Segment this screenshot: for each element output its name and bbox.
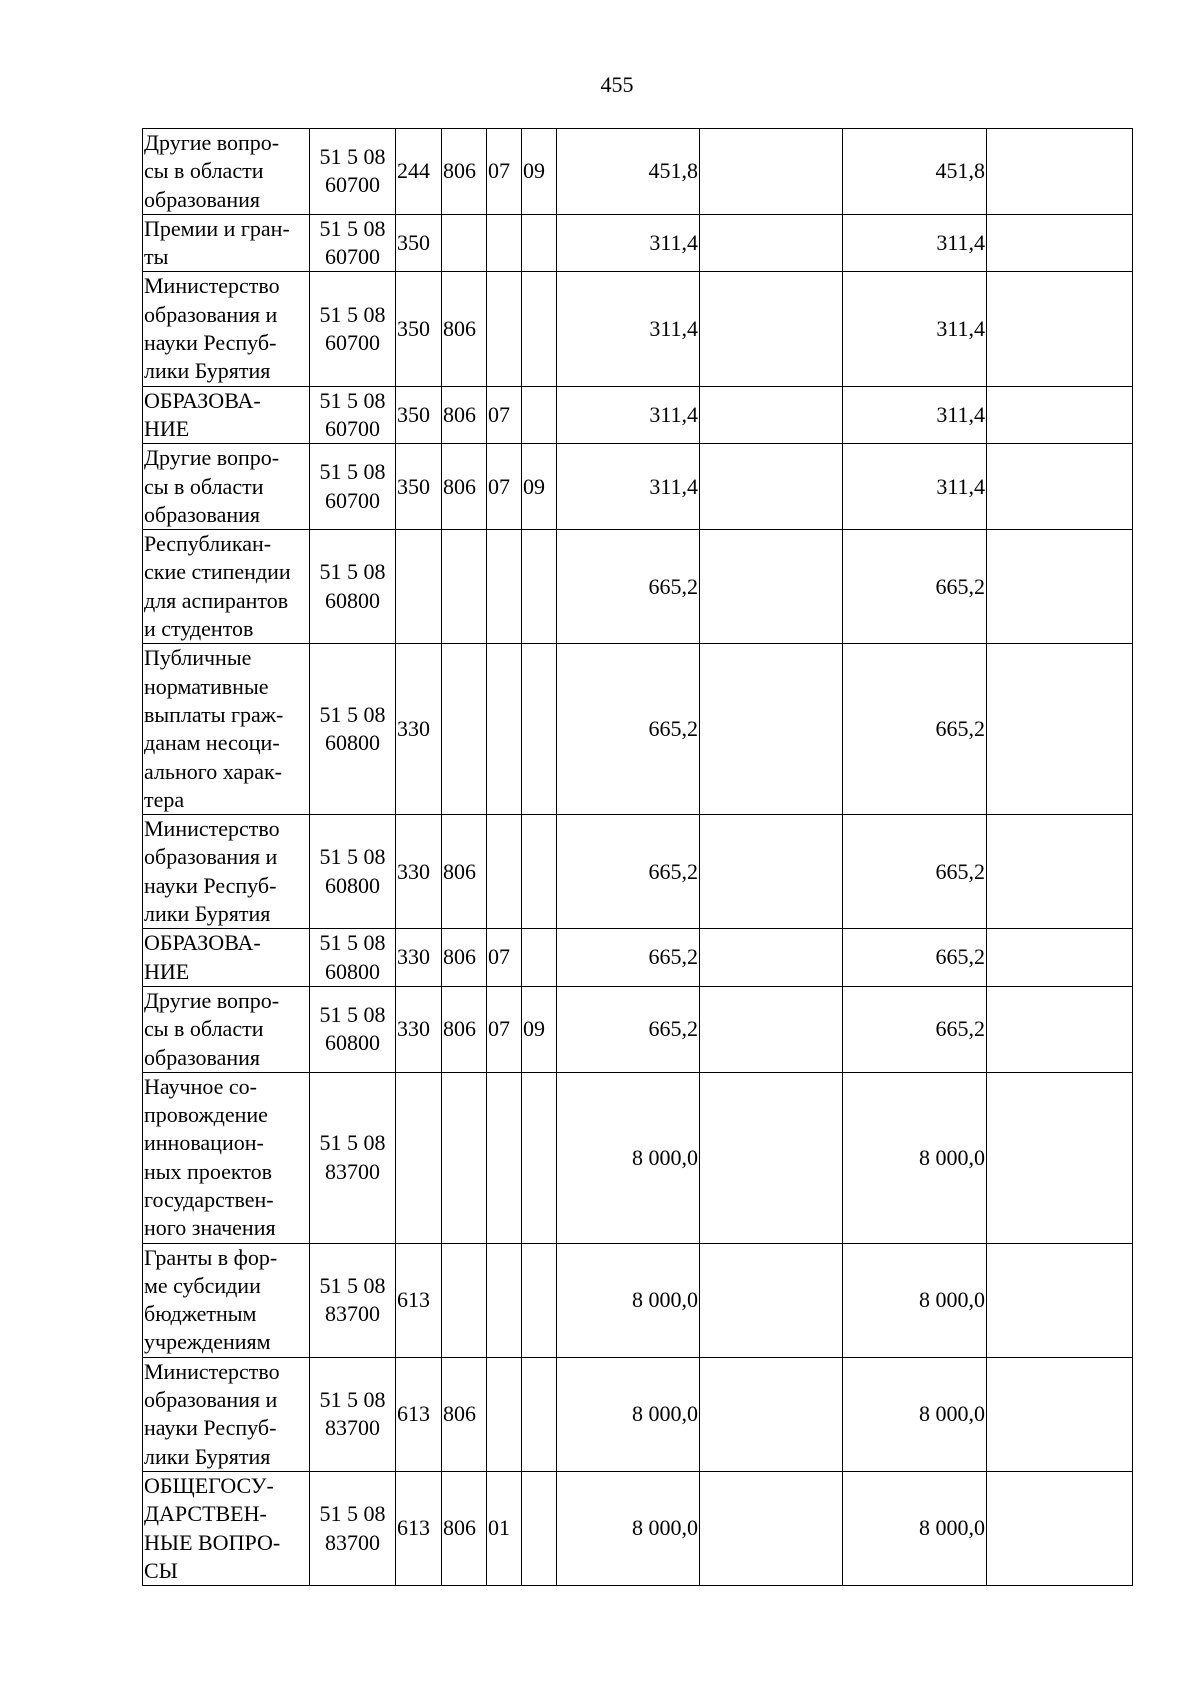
row-sum3-cell: 665,2 [843, 986, 987, 1072]
budget-table [142, 128, 1133, 1586]
row-sum1-cell: 311,4 [557, 272, 700, 386]
row-sum2-cell [700, 272, 843, 386]
row-sum4-cell [987, 815, 1133, 929]
row-sum4-cell [987, 272, 1133, 386]
row-grbs-cell: 806 [442, 1471, 487, 1585]
row-sum1-cell: 8 000,0 [557, 1471, 700, 1585]
row-sum4-cell [987, 386, 1133, 444]
row-name-cell: Министерство образования и науки Респуб- лики Бурятия [143, 272, 310, 386]
row-sum2-cell [700, 129, 843, 215]
row-pr-cell [522, 214, 557, 272]
row-rz-cell [487, 1072, 522, 1243]
row-code-cell: 51 5 08 60800 [310, 986, 396, 1072]
row-sum3-cell: 8 000,0 [843, 1072, 987, 1243]
row-vr-cell: 613 [396, 1243, 442, 1357]
row-code-cell: 51 5 08 60700 [310, 386, 396, 444]
row-code-cell: 51 5 08 60800 [310, 644, 396, 815]
row-sum1-cell: 8 000,0 [557, 1357, 700, 1471]
row-pr-cell [522, 1243, 557, 1357]
row-sum4-cell [987, 530, 1133, 644]
row-name-cell: Гранты в фор- ме субсидии бюджетным учреждениям [143, 1243, 310, 1357]
row-sum1-cell: 8 000,0 [557, 1243, 700, 1357]
row-sum2-cell [700, 644, 843, 815]
row-sum2-cell [700, 214, 843, 272]
table-row [143, 929, 1133, 987]
row-vr-cell: 330 [396, 644, 442, 815]
table-row [143, 1243, 1133, 1357]
row-sum4-cell [987, 214, 1133, 272]
row-sum3-cell: 8 000,0 [843, 1357, 987, 1471]
row-vr-cell: 350 [396, 214, 442, 272]
table-row [143, 986, 1133, 1072]
table-row [143, 644, 1133, 815]
budget-table-body [143, 129, 1133, 1586]
row-code-cell: 51 5 08 60700 [310, 129, 396, 215]
row-name-cell: ОБЩЕГОСУ- ДАРСТВЕН- НЫЕ ВОПРО- СЫ [143, 1471, 310, 1585]
row-pr-cell: 09 [522, 986, 557, 1072]
row-grbs-cell [442, 644, 487, 815]
row-sum4-cell [987, 1072, 1133, 1243]
row-name-cell: Публичные нормативные выплаты граж- данам несоци- ального харак- тера [143, 644, 310, 815]
row-grbs-cell: 806 [442, 815, 487, 929]
row-sum3-cell: 665,2 [843, 815, 987, 929]
row-code-cell: 51 5 08 60700 [310, 214, 396, 272]
row-name-cell: Министерство образования и науки Респуб- лики Бурятия [143, 815, 310, 929]
table-row [143, 214, 1133, 272]
row-sum3-cell: 8 000,0 [843, 1471, 987, 1585]
row-code-cell: 51 5 08 60700 [310, 272, 396, 386]
row-rz-cell: 07 [487, 444, 522, 530]
row-vr-cell: 330 [396, 986, 442, 1072]
row-sum1-cell: 311,4 [557, 444, 700, 530]
row-sum3-cell: 665,2 [843, 530, 987, 644]
row-sum3-cell: 311,4 [843, 272, 987, 386]
row-code-cell: 51 5 08 83700 [310, 1072, 396, 1243]
row-name-cell: ОБРАЗОВА- НИЕ [143, 386, 310, 444]
row-sum4-cell [987, 986, 1133, 1072]
row-sum3-cell: 665,2 [843, 644, 987, 815]
table-row [143, 444, 1133, 530]
row-vr-cell: 330 [396, 815, 442, 929]
row-rz-cell [487, 1357, 522, 1471]
row-sum2-cell [700, 986, 843, 1072]
row-pr-cell [522, 644, 557, 815]
row-sum2-cell [700, 929, 843, 987]
row-grbs-cell [442, 530, 487, 644]
row-code-cell: 51 5 08 60800 [310, 929, 396, 987]
row-name-cell: Другие вопро- сы в области образования [143, 129, 310, 215]
row-pr-cell [522, 929, 557, 987]
row-sum3-cell: 8 000,0 [843, 1243, 987, 1357]
row-pr-cell: 09 [522, 444, 557, 530]
row-vr-cell: 613 [396, 1471, 442, 1585]
table-row [143, 1072, 1133, 1243]
row-sum2-cell [700, 1357, 843, 1471]
row-grbs-cell: 806 [442, 986, 487, 1072]
row-rz-cell: 07 [487, 929, 522, 987]
row-rz-cell [487, 530, 522, 644]
row-grbs-cell: 806 [442, 386, 487, 444]
row-sum1-cell: 665,2 [557, 929, 700, 987]
row-rz-cell [487, 644, 522, 815]
row-pr-cell [522, 530, 557, 644]
row-grbs-cell [442, 214, 487, 272]
row-sum2-cell [700, 530, 843, 644]
row-vr-cell: 350 [396, 444, 442, 530]
page-number: 455 [600, 72, 634, 97]
row-sum1-cell: 311,4 [557, 214, 700, 272]
row-rz-cell [487, 272, 522, 386]
row-vr-cell: 350 [396, 386, 442, 444]
row-rz-cell [487, 815, 522, 929]
row-vr-cell: 244 [396, 129, 442, 215]
row-sum2-cell [700, 386, 843, 444]
table-row [143, 272, 1133, 386]
row-sum1-cell: 8 000,0 [557, 1072, 700, 1243]
row-name-cell: Министерство образования и науки Респуб- лики Бурятия [143, 1357, 310, 1471]
row-pr-cell [522, 272, 557, 386]
row-sum3-cell: 451,8 [843, 129, 987, 215]
table-row [143, 530, 1133, 644]
row-code-cell: 51 5 08 60700 [310, 444, 396, 530]
row-code-cell: 51 5 08 83700 [310, 1357, 396, 1471]
row-grbs-cell: 806 [442, 129, 487, 215]
row-sum4-cell [987, 129, 1133, 215]
row-vr-cell: 350 [396, 272, 442, 386]
row-name-cell: ОБРАЗОВА- НИЕ [143, 929, 310, 987]
row-pr-cell [522, 1072, 557, 1243]
table-row [143, 1471, 1133, 1585]
row-vr-cell [396, 530, 442, 644]
row-grbs-cell: 806 [442, 444, 487, 530]
row-code-cell: 51 5 08 83700 [310, 1471, 396, 1585]
row-grbs-cell [442, 1243, 487, 1357]
row-pr-cell [522, 1357, 557, 1471]
row-sum4-cell [987, 1357, 1133, 1471]
row-sum3-cell: 311,4 [843, 444, 987, 530]
row-grbs-cell: 806 [442, 929, 487, 987]
row-sum3-cell: 665,2 [843, 929, 987, 987]
row-vr-cell: 330 [396, 929, 442, 987]
row-sum1-cell: 665,2 [557, 644, 700, 815]
row-pr-cell [522, 386, 557, 444]
row-pr-cell [522, 1471, 557, 1585]
row-rz-cell [487, 1243, 522, 1357]
row-rz-cell [487, 214, 522, 272]
row-sum4-cell [987, 444, 1133, 530]
row-grbs-cell [442, 1072, 487, 1243]
row-sum1-cell: 451,8 [557, 129, 700, 215]
row-code-cell: 51 5 08 60800 [310, 530, 396, 644]
row-name-cell: Республикан- ские стипендии для аспирантов и студентов [143, 530, 310, 644]
row-sum2-cell [700, 1471, 843, 1585]
row-sum2-cell [700, 444, 843, 530]
row-rz-cell: 01 [487, 1471, 522, 1585]
row-sum4-cell [987, 1243, 1133, 1357]
row-sum4-cell [987, 1471, 1133, 1585]
row-rz-cell: 07 [487, 386, 522, 444]
table-row [143, 386, 1133, 444]
row-sum4-cell [987, 929, 1133, 987]
row-vr-cell: 613 [396, 1357, 442, 1471]
row-grbs-cell: 806 [442, 272, 487, 386]
row-rz-cell: 07 [487, 129, 522, 215]
row-sum1-cell: 665,2 [557, 530, 700, 644]
row-sum4-cell [987, 644, 1133, 815]
row-name-cell: Другие вопро- сы в области образования [143, 444, 310, 530]
row-sum1-cell: 665,2 [557, 986, 700, 1072]
row-sum2-cell [700, 1243, 843, 1357]
row-sum3-cell: 311,4 [843, 214, 987, 272]
row-sum1-cell: 311,4 [557, 386, 700, 444]
row-vr-cell [396, 1072, 442, 1243]
row-pr-cell [522, 815, 557, 929]
row-sum2-cell [700, 815, 843, 929]
row-pr-cell: 09 [522, 129, 557, 215]
table-row [143, 129, 1133, 215]
row-sum3-cell: 311,4 [843, 386, 987, 444]
row-name-cell: Премии и гран- ты [143, 214, 310, 272]
row-sum1-cell: 665,2 [557, 815, 700, 929]
table-row [143, 815, 1133, 929]
row-name-cell: Другие вопро- сы в области образования [143, 986, 310, 1072]
row-code-cell: 51 5 08 60800 [310, 815, 396, 929]
row-code-cell: 51 5 08 83700 [310, 1243, 396, 1357]
table-row [143, 1357, 1133, 1471]
row-name-cell: Научное со- провождение инновацион- ных проектов государствен- ного значения [143, 1072, 310, 1243]
row-grbs-cell: 806 [442, 1357, 487, 1471]
row-sum2-cell [700, 1072, 843, 1243]
row-rz-cell: 07 [487, 986, 522, 1072]
